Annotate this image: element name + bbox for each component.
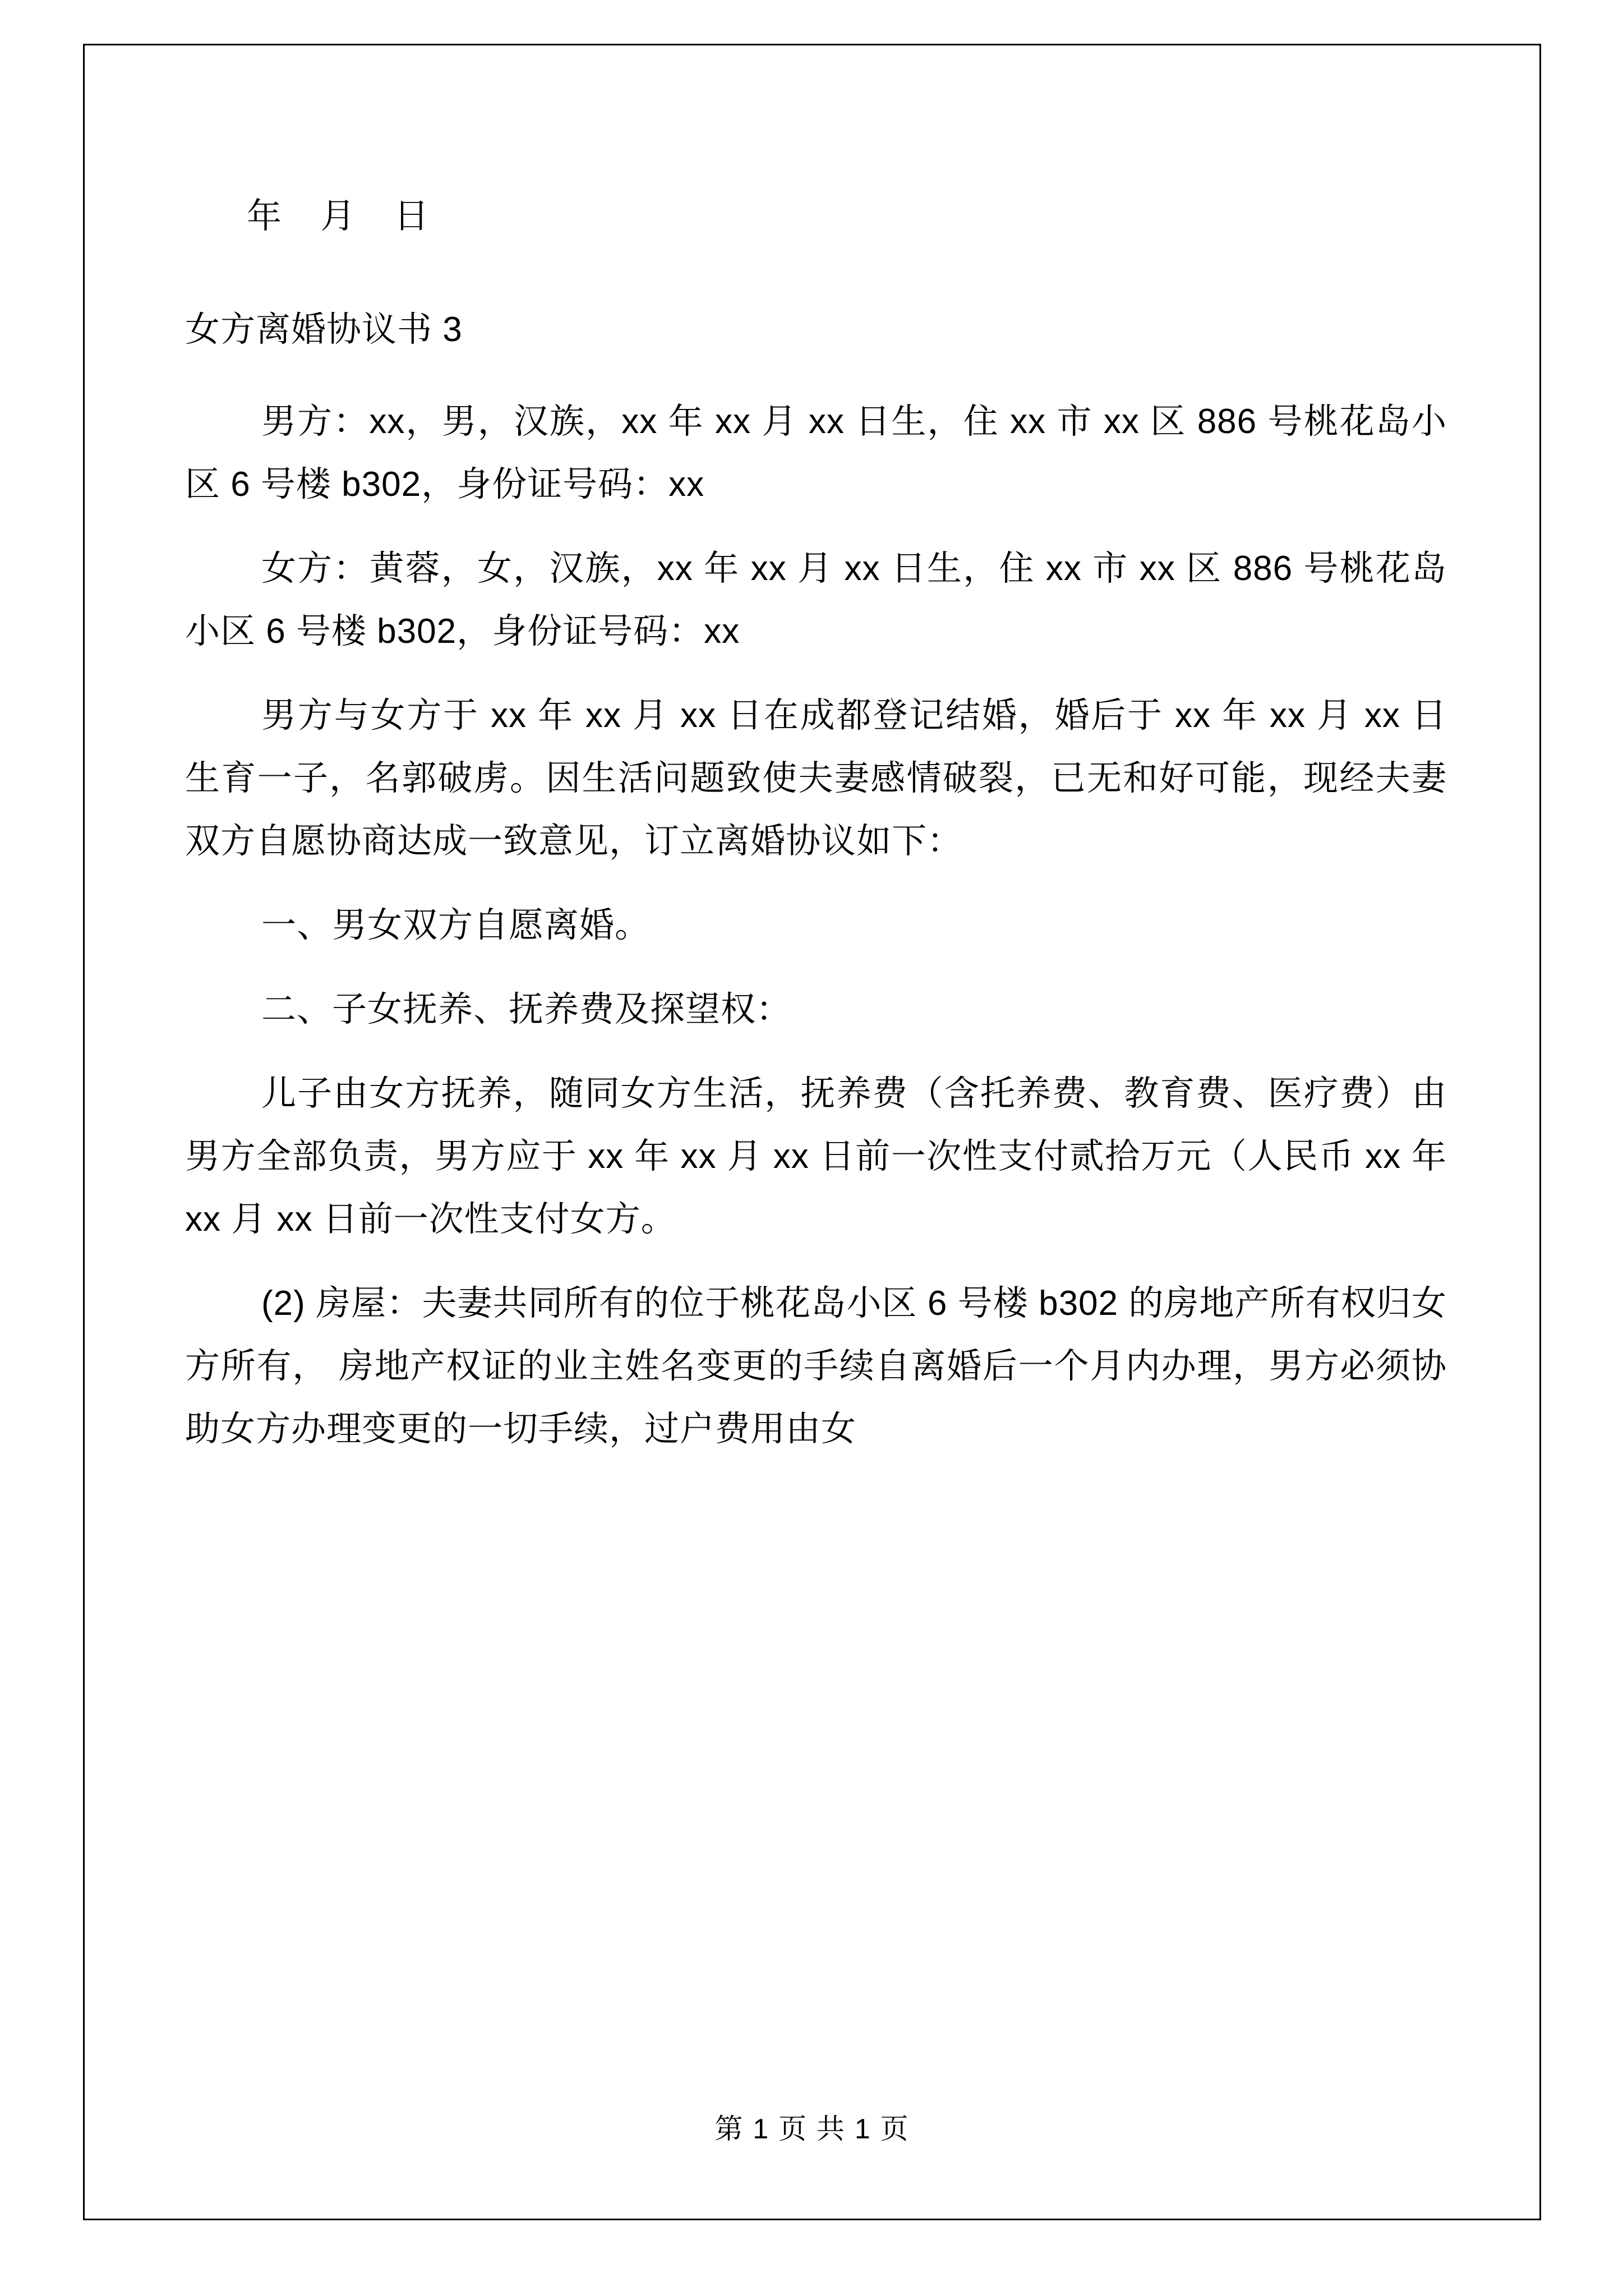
date-line: 年 月 日 <box>247 197 444 236</box>
paragraph-wife-info: 女方：黄蓉，女，汉族，xx 年 xx 月 xx 日生，住 xx 市 xx 区 886 号桃花岛小区 6 号楼 b302，身份证号码：xx <box>185 549 1447 651</box>
document-body <box>185 185 1447 1482</box>
paragraph-husband-info: 男方：xx，男，汉族，xx 年 xx 月 xx 日生，住 xx 市 xx 区 886 号桃花岛小区 6 号楼 b302，身份证号码：xx <box>185 402 1447 504</box>
paragraph-clause-one: 一、男女双方自愿离婚。 <box>261 906 651 945</box>
paragraph-marriage-background: 男方与女方于 xx 年 xx 月 xx 日在成都登记结婚，婚后于 xx 年 xx 月 xx 日生育一子，名郭破虏。因生活问题致使夫妻感情破裂，已无和好可能，现经夫妻双方自愿协商达成一致意见，订立离婚协议如下： <box>185 696 1447 861</box>
paragraph-clause-two: 二、子女抚养、抚养费及探望权： <box>261 990 792 1029</box>
paragraph-child-support: 儿子由女方抚养，随同女方生活，抚养费（含托养费、教育费、医疗费）由男方全部负责，男方应于 xx 年 xx 月 xx 日前一次性支付贰拾万元（人民币 xx 年 xx 月 xx 日前一次性支付女方。 <box>185 1074 1447 1239</box>
paragraph-property-house: (2) 房屋：夫妻共同所有的位于桃花岛小区 6 号楼 b302 的房地产所有权归女方所有， 房地产权证的业主姓名变更的手续自离婚后一个月内办理，男方必须协助女方办理变更的一切手续，过户费用由女 <box>185 1284 1447 1448</box>
section-heading: 女方离婚协议书 3 <box>185 310 463 349</box>
page-footer: 第 1 页 共 1 页 <box>714 2113 910 2145</box>
